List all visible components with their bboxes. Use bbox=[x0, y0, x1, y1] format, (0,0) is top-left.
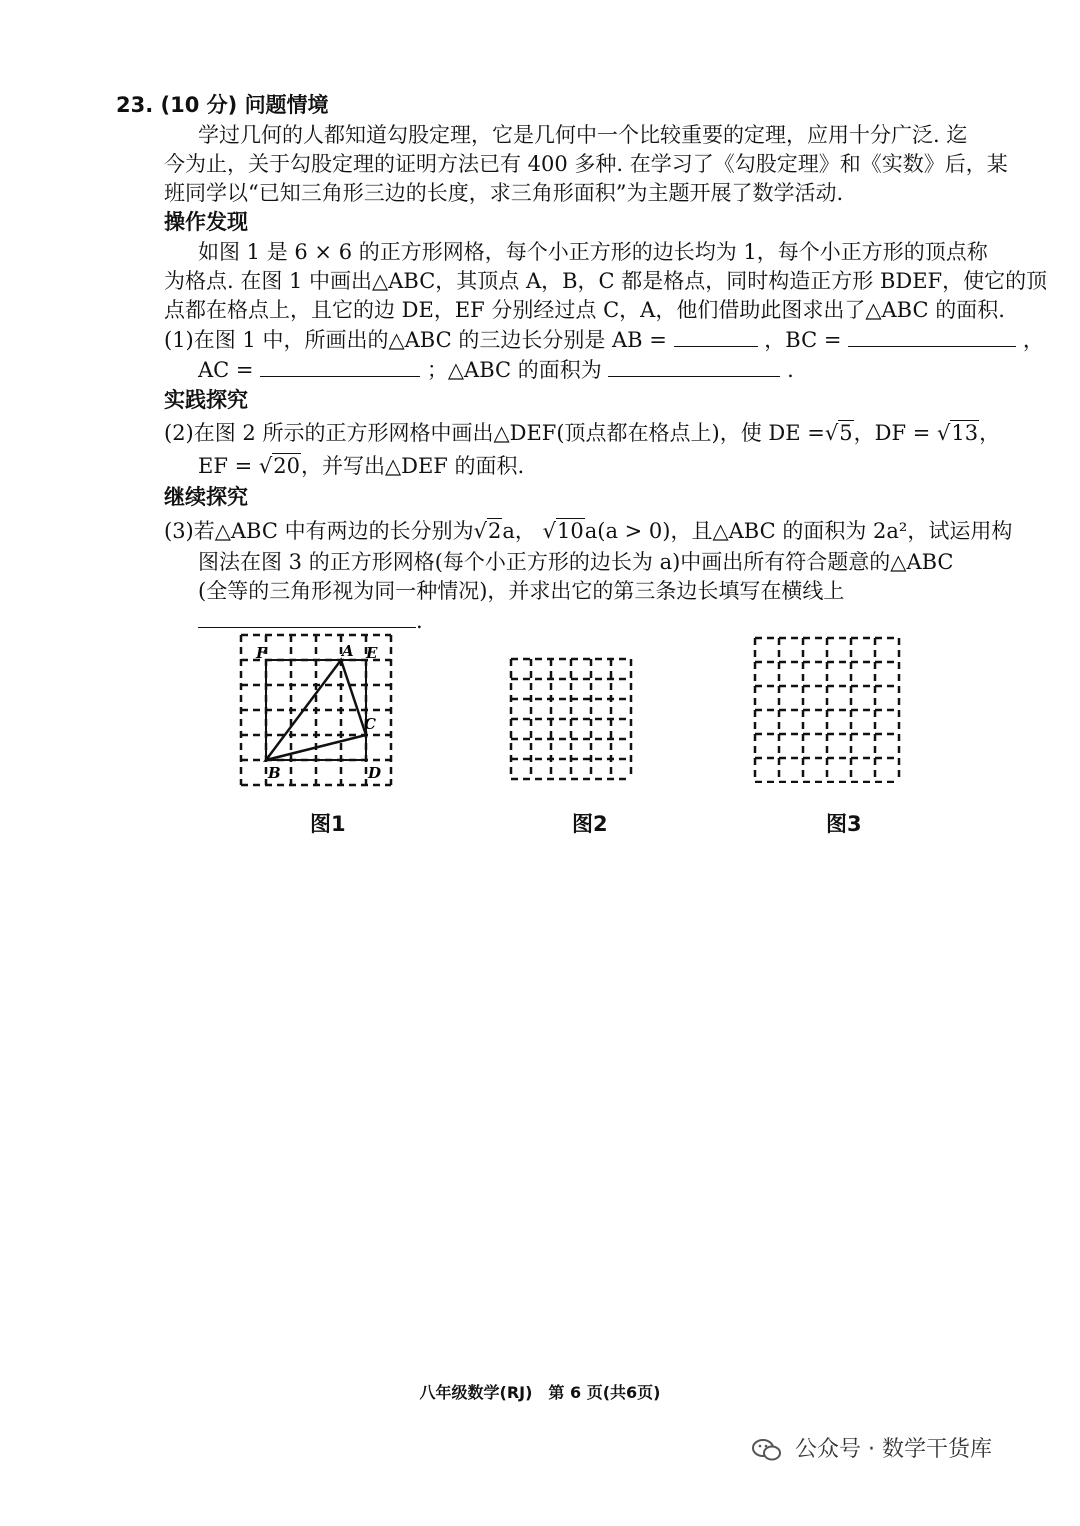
section-title-further: 继续探究 bbox=[164, 485, 248, 509]
section-title-practice: 实践探究 bbox=[164, 388, 248, 412]
label-a: A bbox=[342, 642, 354, 660]
question-3-line-2: 图法在图 3 的正方形网格(每个小正方形的边长为 a)中画出所有符合题意的△ABC bbox=[198, 550, 954, 574]
answer-blank-ac[interactable] bbox=[260, 358, 420, 377]
figure-1-grid bbox=[236, 632, 396, 790]
question-3-line-1: (3)若△ABC 中有两边的长分别为√2a， √10a(a > 0)，且△ABC 的面积为 2a²，试运用构 bbox=[164, 519, 1013, 543]
problem-score: (10 分) bbox=[160, 93, 238, 117]
intro-line-3: 班同学以“已知三角形三边的长度，求三角形面积”为主题开展了数学活动. bbox=[164, 181, 844, 205]
intro-line-1: 学过几何的人都知道勾股定理，它是几何中一个比较重要的定理，应用十分广泛. 迄 bbox=[198, 123, 968, 147]
question-2-line-1: (2)在图 2 所示的正方形网格中画出△DEF(顶点都在格点上)，使 DE =√5，DF = √13， bbox=[164, 421, 1001, 445]
section-title-discovery: 操作发现 bbox=[164, 210, 248, 234]
label-e: E bbox=[366, 644, 378, 662]
figure-2-grid bbox=[506, 654, 636, 784]
page-footer: 八年级数学(RJ) 第 6 页(共6页) bbox=[419, 1383, 661, 1402]
figure-2-caption: 图2 bbox=[572, 812, 608, 836]
answer-blank-ab[interactable] bbox=[674, 328, 758, 347]
discovery-line-1: 如图 1 是 6 × 6 的正方形网格，每个小正方形的边长均为 1，每个小正方形的顶点称 bbox=[198, 240, 988, 264]
wechat-icon bbox=[752, 1438, 782, 1462]
watermark: 公众号 · 数学干货库 bbox=[752, 1432, 992, 1463]
figure-3-grid bbox=[750, 633, 906, 783]
discovery-line-3: 点都在格点上，且它的边 DE，EF 分别经过点 C，A，他们借助此图求出了△ABC 的面积. bbox=[164, 298, 1005, 322]
label-b: B bbox=[268, 764, 281, 782]
answer-blank-third-side[interactable] bbox=[198, 609, 416, 628]
question-3-answer-line: . bbox=[198, 606, 423, 636]
question-3-line-3: (全等的三角形视为同一种情况)，并求出它的第三条边长填写在横线上 bbox=[198, 579, 845, 603]
label-c: C bbox=[364, 715, 376, 733]
question-1-line-1: (1)在图 1 中，所画出的△ABC 的三边长分别是 AB = ，BC = ， bbox=[164, 328, 1044, 352]
question-1-line-2: AC = ；△ABC 的面积为 . bbox=[198, 358, 794, 382]
label-f: F bbox=[256, 644, 267, 662]
question-2-line-2: EF = √20，并写出△DEF 的面积. bbox=[198, 454, 525, 478]
answer-blank-area[interactable] bbox=[608, 358, 780, 377]
problem-number: 23. bbox=[116, 93, 154, 117]
section-title-situation: 问题情境 bbox=[244, 93, 329, 117]
answer-blank-bc[interactable] bbox=[848, 328, 1016, 347]
figure-1-caption: 图1 bbox=[310, 812, 346, 836]
problem-header bbox=[116, 90, 329, 120]
intro-line-2: 今为止，关于勾股定理的证明方法已有 400 多种. 在学习了《勾股定理》和《实数》后，某 bbox=[164, 152, 1008, 176]
figure-3-caption: 图3 bbox=[826, 812, 862, 836]
label-d: D bbox=[368, 764, 382, 782]
discovery-line-2: 为格点. 在图 1 中画出△ABC，其顶点 A，B，C 都是格点，同时构造正方形 BDEF，使它的顶 bbox=[164, 269, 1048, 293]
